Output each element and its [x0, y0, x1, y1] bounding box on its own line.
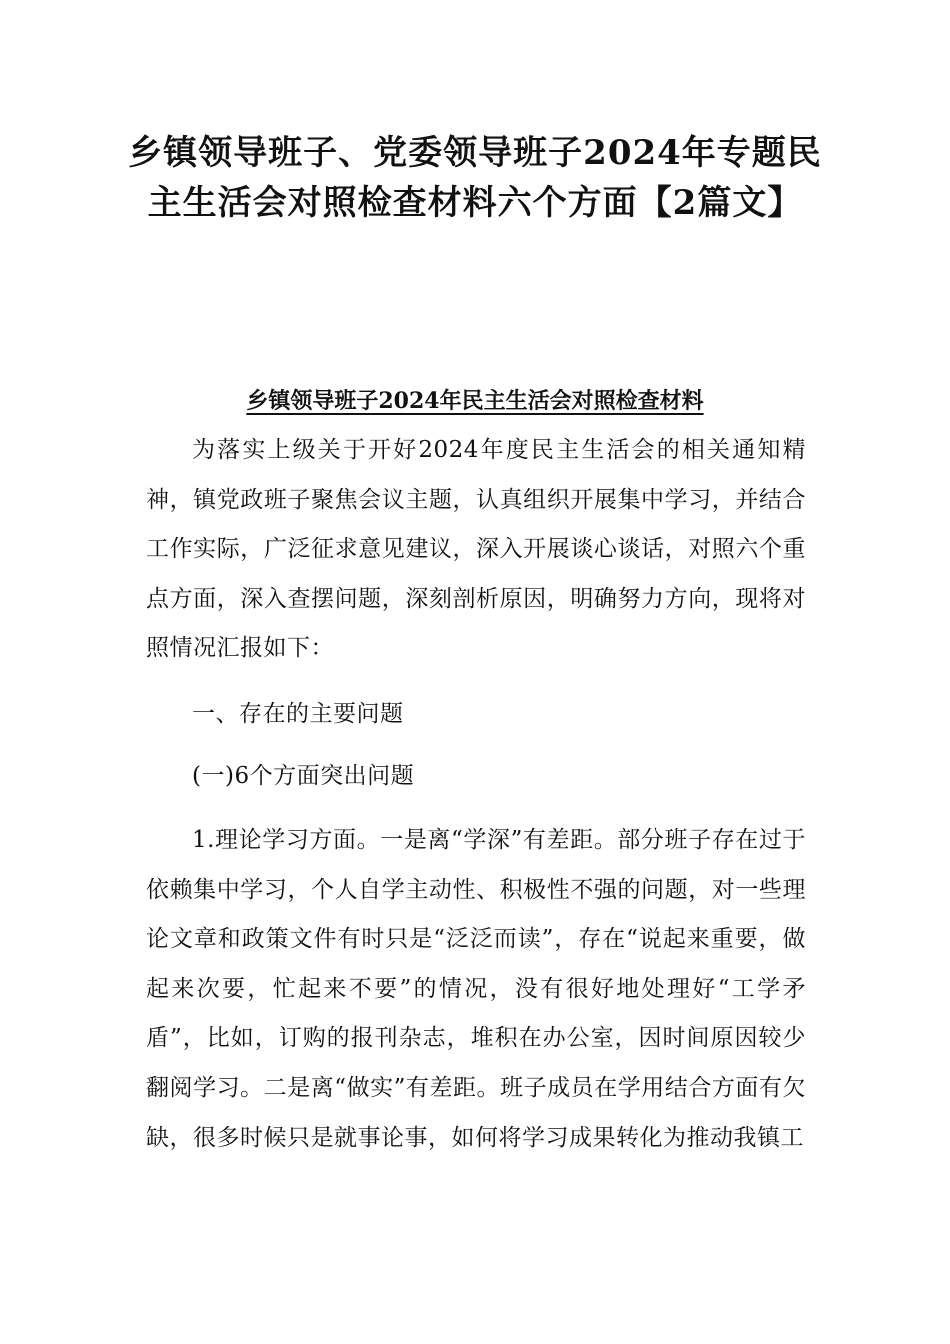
subheading-six-aspects: (一)6个方面突出问题 [192, 763, 415, 789]
section-title-text: 乡镇领导班子2024年民主生活会对照检查材料 [246, 388, 704, 414]
section-title [145, 385, 805, 417]
intro-paragraph: 为落实上级关于开好2024年度民主生活会的相关通知精神，镇党政班子聚焦会议主题，认真组织开展集中学习，并结合工作实际，广泛征求意见建议，深入开展谈心谈话，对照六个重点方面，深入查摆问题，深刻剖析原因，明确努力方向，现将对照情况汇报如下： [146, 437, 806, 662]
item-1-paragraph: 1.理论学习方面。一是离“学深”有差距。部分班子存在过于依赖集中学习，个人自学主动性、积极性不强的问题，对一些理论文章和政策文件有时只是“泛泛而读”，存在“说起来重要，做起来次要，忙起来不要”的情况，没有很好地处理好“工学矛盾”，比如，订购的报刊杂志，堆积在办公室，因时间原因较少翻阅学习。二是离“做实”有差距。班子成员在学用结合方面有欠缺，很多时候只是就事论事，如何将学习成果转化为推动我镇工 [146, 827, 806, 1151]
document-title: 乡镇领导班子、党委领导班子2024年专题民主生活会对照检查材料六个方面【2篇文】 [128, 133, 822, 223]
heading-main-problems: 一、存在的主要问题 [192, 701, 404, 727]
